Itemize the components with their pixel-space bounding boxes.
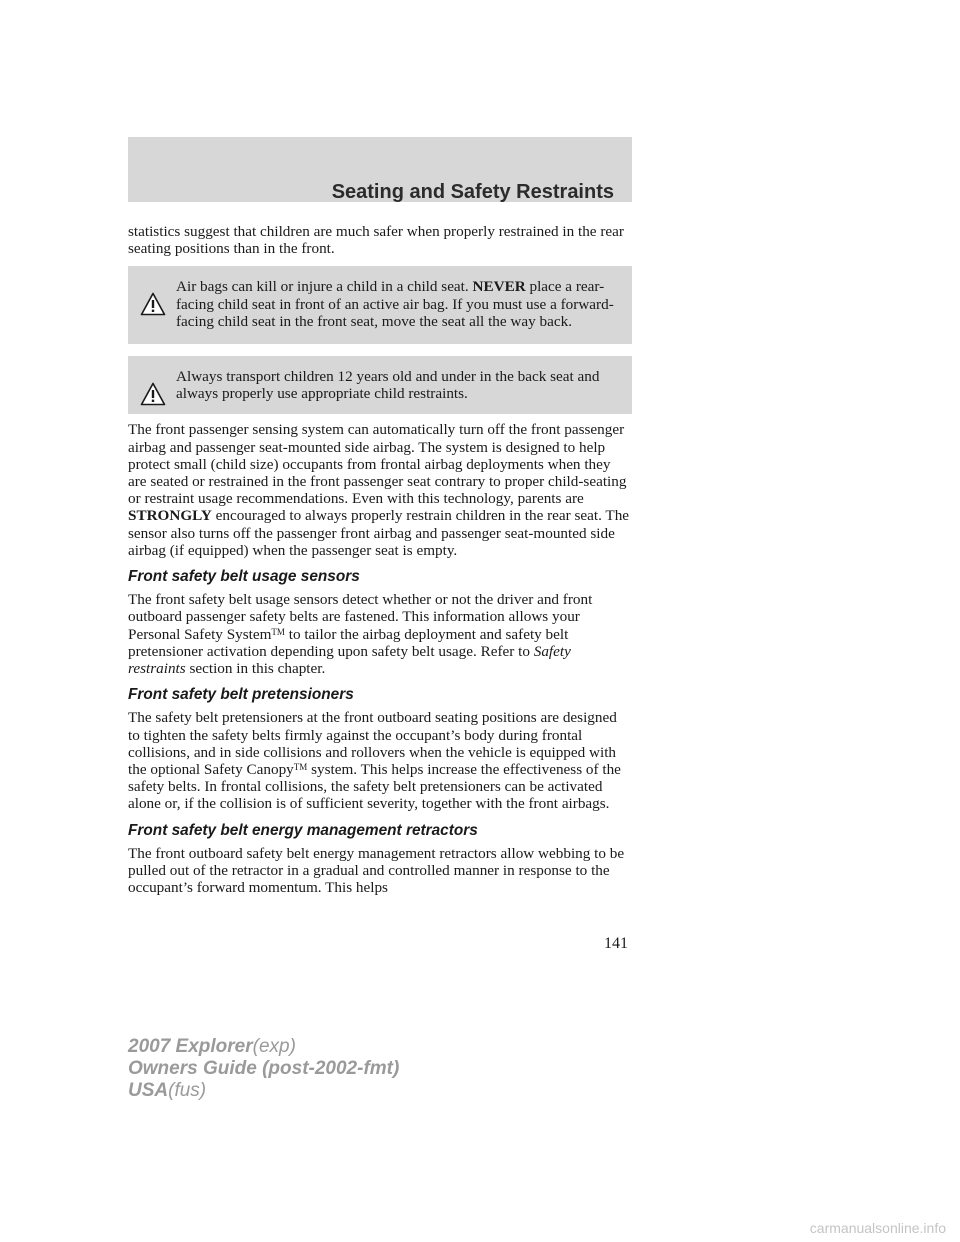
trademark-mark: TM bbox=[271, 626, 285, 637]
section-heading-pretensioners: Front safety belt pretensioners bbox=[128, 686, 354, 704]
site-watermark: carmanualsonline.info bbox=[809, 1220, 946, 1236]
document-footer bbox=[128, 1036, 399, 1102]
section-heading-usage-sensors: Front safety belt usage sensors bbox=[128, 568, 360, 586]
chapter-header-band bbox=[128, 137, 632, 202]
retractors-paragraph: The front outboard safety belt energy management retractors allow webbing to be pulled out of the retractor in a gradual and controlled manner in response to the occupant’s forward momentum. This helps bbox=[128, 844, 625, 897]
warning-text-children: Always transport children 12 years old and under in the back seat and always properly use appropriate child restraints. bbox=[176, 368, 600, 403]
never-emphasis: NEVER bbox=[472, 278, 526, 296]
footer-line-model: 2007 Explorer(exp) bbox=[128, 1036, 296, 1057]
cross-reference: Safety restraints bbox=[128, 642, 571, 678]
warning-text-airbag: Air bags can kill or injure a child in a child seat. NEVER place a rear-facing child seat in front of an active air bag. If you must use a forward-facing child seat in the front seat, move the seat all the way back. bbox=[176, 278, 614, 330]
trademark-mark: TM bbox=[293, 762, 308, 773]
strongly-emphasis: STRONGLY bbox=[128, 507, 212, 525]
intro-paragraph: statistics suggest that children are much safer when properly restrained in the rear seating positions than in the front. bbox=[128, 223, 624, 258]
warning-triangle-icon bbox=[140, 292, 166, 316]
footer-line-guide: Owners Guide (post-2002-fmt) bbox=[128, 1058, 400, 1079]
chapter-title: Seating and Safety Restraints bbox=[331, 181, 614, 203]
pretensioners-paragraph: The safety belt pretensioners at the front outboard seating positions are designed to tighten the safety belts firmly against the occupant’s body during frontal collisions, and in side collisions and rollovers when the vehicle is equipped with the optional Safety Canopy™ system. This helps increase the effectiveness of the safety belts. In frontal collisions, the safety belt pretensioners can be activated alone or, if the collision is of sufficient severity, together with the front airbags. bbox=[128, 709, 621, 813]
page-content bbox=[128, 223, 632, 906]
section-heading-retractors: Front safety belt energy management retractors bbox=[128, 821, 478, 839]
page-number: 141 bbox=[604, 935, 628, 952]
warning-triangle-icon bbox=[140, 382, 166, 406]
warning-box-children bbox=[128, 356, 632, 414]
warning-box-airbag bbox=[128, 266, 632, 344]
sensing-paragraph: The front passenger sensing system can automatically turn off the front passenger airbag and passenger seat-mounted side airbag. The system is designed to help protect small (child size) occupants from frontal airbag deployments when they are seated or restrained in the front passenger seat contrary to proper child-seating or restraint usage recommendations. Even with this technology, parents are STRONGLY encouraged to always properly restrain children in the rear seat. The sensor also turns off the passenger front airbag and passenger seat-mounted side airbag (if equipped) when the passenger seat is empty. bbox=[128, 421, 630, 559]
footer-line-market: USA(fus) bbox=[128, 1080, 207, 1101]
usage-sensors-paragraph: The front safety belt usage sensors detect whether or not the driver and front outboard passenger safety belts are fastened. This information allows your Personal Safety System™ to tailor the airbag deployment and safety belt pretensioner activation depending upon safety belt usage. Refer to Safety restraints section in this chapter. bbox=[128, 591, 593, 678]
